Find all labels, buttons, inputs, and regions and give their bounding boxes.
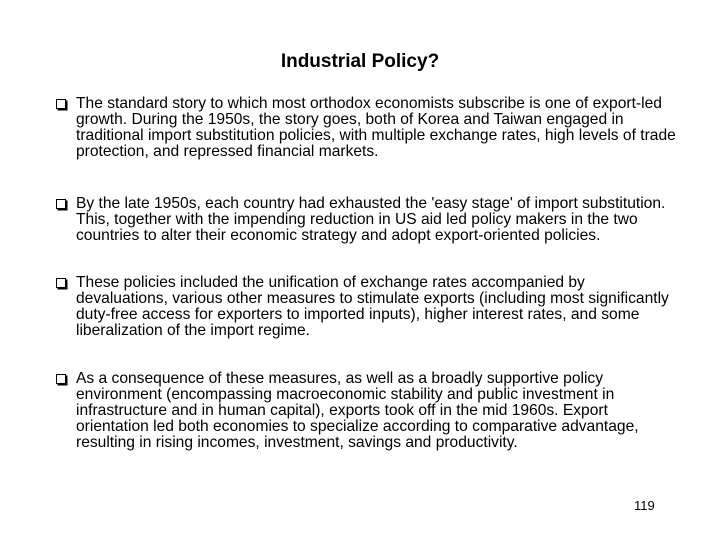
- bullet-item-consequences: [56, 371, 676, 451]
- bullet-text: The standard story to which most orthodox economists subscribe is one of export-led growth. During the 1950s, the story goes, both of Korea and Taiwan engaged in traditional import substitution policies, with multiple exchange rates, high levels of trade protection, and repressed financial markets.: [76, 95, 676, 160]
- hollow-square-bullet-icon: [56, 199, 66, 209]
- bullet-text: As a consequence of these measures, as well as a broadly supportive policy environment (encompassing macroeconomic stability and public investment in infrastructure and in human capital), exports took off in the mid 1960s. Export orientation led both economies to specialize according to comparative advantage, resulting in rising incomes, investment, savings and productivity.: [76, 370, 639, 451]
- bullet-item-export-led-story: [56, 96, 676, 160]
- page-number: 119: [634, 498, 655, 513]
- bullet-list: [56, 96, 676, 472]
- bullet-text: These policies included the unification of exchange rates accompanied by devaluations, various other measures to stimulate exports (including most significantly duty-free access for exporters to imported inputs), higher interest rates, and some liberalization of the import regime.: [76, 274, 669, 339]
- hollow-square-bullet-icon: [56, 374, 66, 384]
- hollow-square-bullet-icon: [56, 99, 66, 109]
- bullet-item-policy-measures: [56, 275, 676, 339]
- bullet-text: By the late 1950s, each country had exhausted the 'easy stage' of import substitution. This, together with the impending reduction in US aid led policy makers in the two countries to alter their economic strategy and adopt export-oriented policies.: [76, 195, 666, 244]
- hollow-square-bullet-icon: [56, 278, 66, 288]
- bullet-item-import-substitution: [56, 196, 676, 244]
- slide-title: Industrial Policy?: [280, 51, 440, 72]
